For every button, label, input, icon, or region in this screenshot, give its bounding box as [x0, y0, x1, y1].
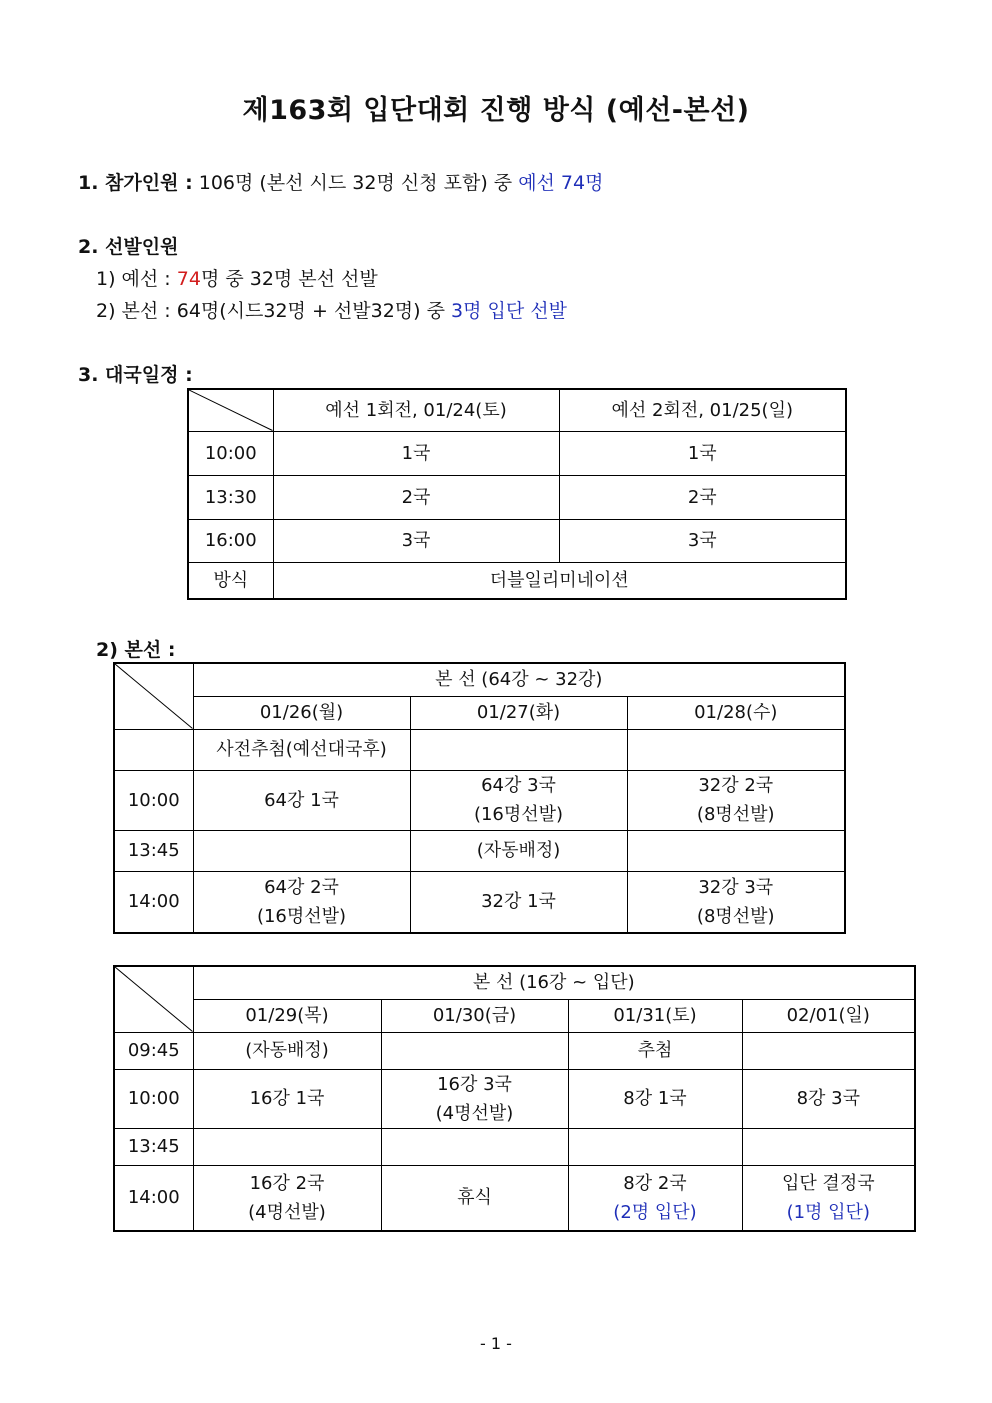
participants-text: 106명 (본선 시드 32명 신청 포함) 중	[198, 172, 513, 194]
game-cell-line: 16강 3국	[437, 1073, 512, 1095]
game-cell	[193, 871, 410, 933]
time-cell: 13:45	[114, 830, 193, 871]
game-cell-line: 입단 결정국	[781, 1172, 875, 1194]
game-cell	[627, 871, 845, 933]
game-cell: (자동배정)	[410, 830, 627, 871]
game-cell	[410, 729, 627, 770]
diagonal-header-cell	[114, 966, 193, 1032]
game-cell: 1국	[273, 431, 559, 475]
main-table-2-title: 본 선 (16강 ~ 입단)	[193, 966, 915, 999]
game-cell-line: (8명선발)	[696, 804, 775, 825]
time-cell: 10:00	[188, 431, 273, 475]
time-cell: 13:45	[114, 1128, 193, 1165]
game-cell	[381, 1128, 568, 1165]
prelim-header-round-2: 예선 2회전, 01/25(일)	[559, 389, 846, 431]
game-cell: 3국	[273, 519, 559, 562]
selection-line-1-prefix: 1) 예선 :	[96, 268, 171, 290]
game-cell: 2국	[559, 475, 846, 519]
date-header: 02/01(일)	[742, 999, 915, 1032]
main-table-1-title: 본 선 (64강 ~ 32강)	[193, 663, 845, 696]
selection-line-1-suffix: 명 중 32명 본선 선발	[200, 268, 378, 290]
time-cell: 16:00	[188, 519, 273, 562]
game-cell-line: (16명선발)	[473, 804, 564, 825]
diagonal-header-cell	[114, 663, 193, 729]
game-cell	[381, 1069, 568, 1128]
game-cell	[742, 1165, 915, 1231]
prelim-schedule-table	[187, 388, 847, 600]
date-header: 01/30(금)	[381, 999, 568, 1032]
time-cell: 13:30	[188, 475, 273, 519]
game-cell	[742, 1032, 915, 1069]
game-cell-line: 16강 2국	[249, 1172, 325, 1194]
page-number: - 1 -	[480, 1334, 512, 1353]
game-cell: 3국	[559, 519, 846, 562]
time-cell: 14:00	[114, 871, 193, 933]
game-cell	[568, 1128, 742, 1165]
game-cell-line: 64강 2국	[264, 876, 339, 898]
game-cell: 1국	[559, 431, 846, 475]
game-cell: 8강 3국	[742, 1069, 915, 1128]
time-cell	[114, 729, 193, 770]
participants-label: 1. 참가인원 :	[78, 172, 193, 194]
game-cell: 32강 1국	[410, 871, 627, 933]
date-header: 01/27(화)	[410, 696, 627, 729]
date-header: 01/28(수)	[627, 696, 845, 729]
selection-line-2	[96, 296, 567, 323]
game-cell: 16강 1국	[193, 1069, 381, 1128]
method-label-cell: 방식	[188, 562, 273, 599]
schedule-label: 3. 대국일정 :	[78, 364, 193, 386]
game-cell-line: 64강 3국	[481, 775, 556, 796]
date-header: 01/26(월)	[193, 696, 410, 729]
game-cell	[627, 729, 845, 770]
selection-line-1-count: 74	[176, 268, 201, 290]
participants-highlight: 예선 74명	[518, 172, 604, 194]
selection-line-2-prefix: 2) 본선 : 64명(시드32명 + 선발32명) 중	[96, 300, 445, 322]
game-cell	[742, 1128, 915, 1165]
game-cell	[627, 830, 845, 871]
main-schedule-table-1	[113, 662, 846, 934]
game-cell	[193, 1128, 381, 1165]
game-cell: 추첨	[568, 1032, 742, 1069]
time-cell: 10:00	[114, 1069, 193, 1128]
game-cell-line: (4명선발)	[435, 1102, 514, 1124]
main-schedule-table-2	[113, 965, 916, 1232]
game-cell: 64강 1국	[193, 770, 410, 830]
game-cell-line: 32강 2국	[698, 775, 774, 796]
game-cell: (자동배정)	[193, 1032, 381, 1069]
game-cell: 사전추첨(예선대국후)	[193, 729, 410, 770]
game-cell: 2국	[273, 475, 559, 519]
game-cell-line-highlight: (1명 입단)	[786, 1201, 870, 1223]
game-cell	[381, 1032, 568, 1069]
game-cell-line: (8명선발)	[696, 905, 775, 927]
game-cell	[193, 830, 410, 871]
page-title: 제163회 입단대회 진행 방식 (예선-본선)	[242, 95, 750, 126]
method-value-cell: 더블일리미네이션	[273, 562, 846, 599]
game-cell-line: 8강 2국	[623, 1172, 687, 1194]
time-cell: 09:45	[114, 1032, 193, 1069]
time-cell: 10:00	[114, 770, 193, 830]
game-cell-line: (4명선발)	[248, 1201, 326, 1223]
game-cell	[568, 1165, 742, 1231]
game-cell-line: 32강 3국	[698, 876, 774, 898]
selection-line-1	[96, 264, 378, 291]
section-participants	[78, 168, 603, 195]
game-cell: 8강 1국	[568, 1069, 742, 1128]
main-round-label: 2) 본선 :	[96, 639, 176, 661]
game-cell	[410, 770, 627, 830]
time-cell: 14:00	[114, 1165, 193, 1231]
game-cell	[627, 770, 845, 830]
game-cell-line: (16명선발)	[256, 905, 347, 927]
selection-line-2-highlight: 3명 입단 선발	[451, 300, 567, 322]
date-header: 01/29(목)	[193, 999, 381, 1032]
game-cell	[193, 1165, 381, 1231]
game-cell: 휴식	[381, 1165, 568, 1231]
game-cell-line-highlight: (2명 입단)	[613, 1201, 697, 1223]
diagonal-header-cell	[188, 389, 273, 431]
selection-label: 2. 선발인원	[78, 236, 179, 258]
prelim-header-round-1: 예선 1회전, 01/24(토)	[273, 389, 559, 431]
date-header: 01/31(토)	[568, 999, 742, 1032]
